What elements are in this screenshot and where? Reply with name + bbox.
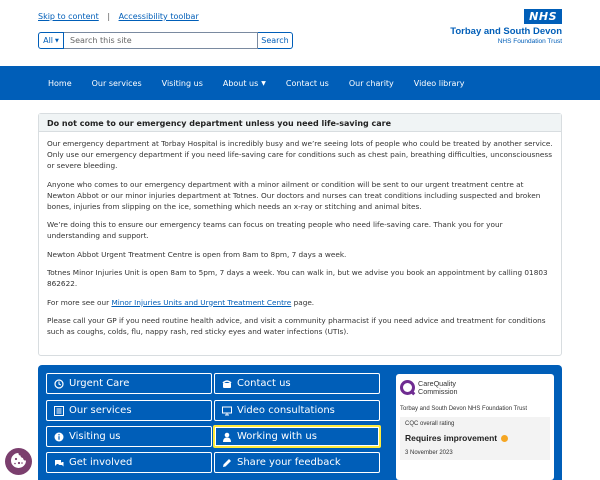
org-subtitle: NHS Foundation Trust [497,38,562,45]
nav-label: Visiting us [161,78,203,88]
text-suffix: page. [291,297,315,307]
alert-paragraph: Anyone who comes to our emergency department with a minor ailment or condition will be sent to our urgent treatment centre at Newton Abbot or our minor injuries department at Totnes. Our doctors and nurses can treat conditions including suspected and broken bones, injuries from slipping on the ice, something which needs an x-ray or stitching and animal bites. [47,179,541,211]
phone-icon [222,379,232,389]
nav-label: Home [48,78,72,88]
tile-video-consultations[interactable] [214,400,380,421]
separator: | [107,12,111,21]
cqc-rating-date: 3 November 2023 [405,450,453,456]
info-icon [54,432,64,442]
nav-label: Our charity [348,78,394,88]
nav-label: Our services [91,78,142,88]
nav-label: Contact us [285,78,329,88]
chevron-down-icon: ▼ [261,79,266,87]
skip-links [38,12,199,21]
alert-paragraph: Newton Abbot Urgent Treatment Centre is open from 8am to 8pm, 7 days a week. [47,249,347,259]
cookie-settings-button[interactable] [5,448,32,475]
tile-visiting-us[interactable] [46,426,212,447]
tile-label: Share your feedback [237,457,341,468]
tile-label: Visiting us [69,431,121,442]
brand-logo[interactable] [450,9,562,45]
tile-working-with-us[interactable] [213,425,381,448]
search-button[interactable]: Search [258,32,293,49]
cqc-brand-line2: Commission [418,386,458,396]
alert-body [39,132,561,351]
cqc-rating-value: Requires improvement [405,433,498,443]
chevron-down-icon: ▼ [55,37,59,44]
search-scope-label: All [43,36,54,45]
cqc-rating-widget[interactable] [396,374,554,480]
search-bar [38,32,293,49]
alert-paragraph: Our emergency department at Torbay Hospital is incredibly busy and we’re seeing lots of people who could be treated by another service. Only use our emergency department if you need life-saving care for conditions such as chest pain, breathing difficulties, unconsciousness or severe bleeding. [47,139,553,170]
tile-label: Urgent Care [69,378,130,389]
tile-urgent-care[interactable] [46,373,212,394]
nav-label: About us [222,78,259,88]
tile-get-involved[interactable] [46,452,212,473]
alert-paragraph: Totnes Minor Injuries Unit is open 8am to 5pm, 7 days a week. You can walk in, but we advise you book an appointment by calling 01803 862622. [47,268,548,288]
chat-icon [54,458,64,468]
alert-paragraph: Please call your GP if you need routine health advice, and visit a community pharmacist if you need advice and treatment for conditions such as coughs, colds, flu, nappy rash, red sticky eyes and water infections (UTIs). [47,316,546,336]
alert-paragraph [47,297,553,308]
nav-video-library[interactable] [404,66,475,100]
cqc-q-icon [400,380,415,395]
cqc-logo [400,380,550,395]
clock-icon [54,379,64,389]
org-name: Torbay and South Devon [450,26,562,37]
nav-visiting-us[interactable] [152,66,213,100]
alert-title: Do not come to our emergency department unless you need life-saving care [39,114,561,132]
text-prefix: For more see our [47,297,112,307]
nav-about-us[interactable] [213,66,276,100]
nav-our-charity[interactable] [339,66,404,100]
site-header [0,0,600,66]
minor-injuries-link[interactable]: Minor Injuries Units and Urgent Treatment Centre [111,297,292,307]
search-scope-select[interactable] [38,32,64,49]
quick-links-panel [38,365,562,480]
monitor-icon [222,406,232,416]
cqc-provider: Torbay and South Devon NHS Foundation Trust [400,406,528,412]
cqc-rating-label: CQC overall rating [405,421,455,427]
cqc-rating [405,433,545,443]
nav-contact-us[interactable] [276,66,339,100]
pencil-icon [222,458,232,468]
nav-home[interactable] [38,66,82,100]
tile-label: Contact us [237,378,291,389]
nav-our-services[interactable] [82,66,152,100]
nav-label: Video library [413,78,465,88]
cqc-rating-box [400,417,550,460]
nhs-logo: NHS [524,9,562,24]
tile-label: Get involved [69,457,133,468]
tile-label: Video consultations [237,405,335,416]
alert-paragraph: We’re doing this to ensure our emergency teams can focus on treating people who need life-saving care. Thank you for your understanding and support. [47,220,503,240]
skip-to-content-link[interactable]: Skip to content [38,12,99,21]
tile-share-feedback[interactable] [214,452,380,473]
cookie-icon [10,452,27,471]
user-icon [222,432,232,442]
rating-dot-icon [501,435,508,442]
main-nav [0,66,600,100]
accessibility-toolbar-link[interactable]: Accessibility toolbar [118,12,199,21]
list-icon [54,406,64,416]
tile-our-services[interactable] [46,400,212,421]
cqc-brand [418,380,458,395]
emergency-alert [38,113,562,356]
search-input[interactable]: Search this site [64,32,258,49]
cqc-brand-line1: CareQuality [418,379,456,388]
tile-contact-us[interactable] [214,373,380,394]
tile-label: Working with us [237,431,317,442]
tile-label: Our services [69,405,132,416]
